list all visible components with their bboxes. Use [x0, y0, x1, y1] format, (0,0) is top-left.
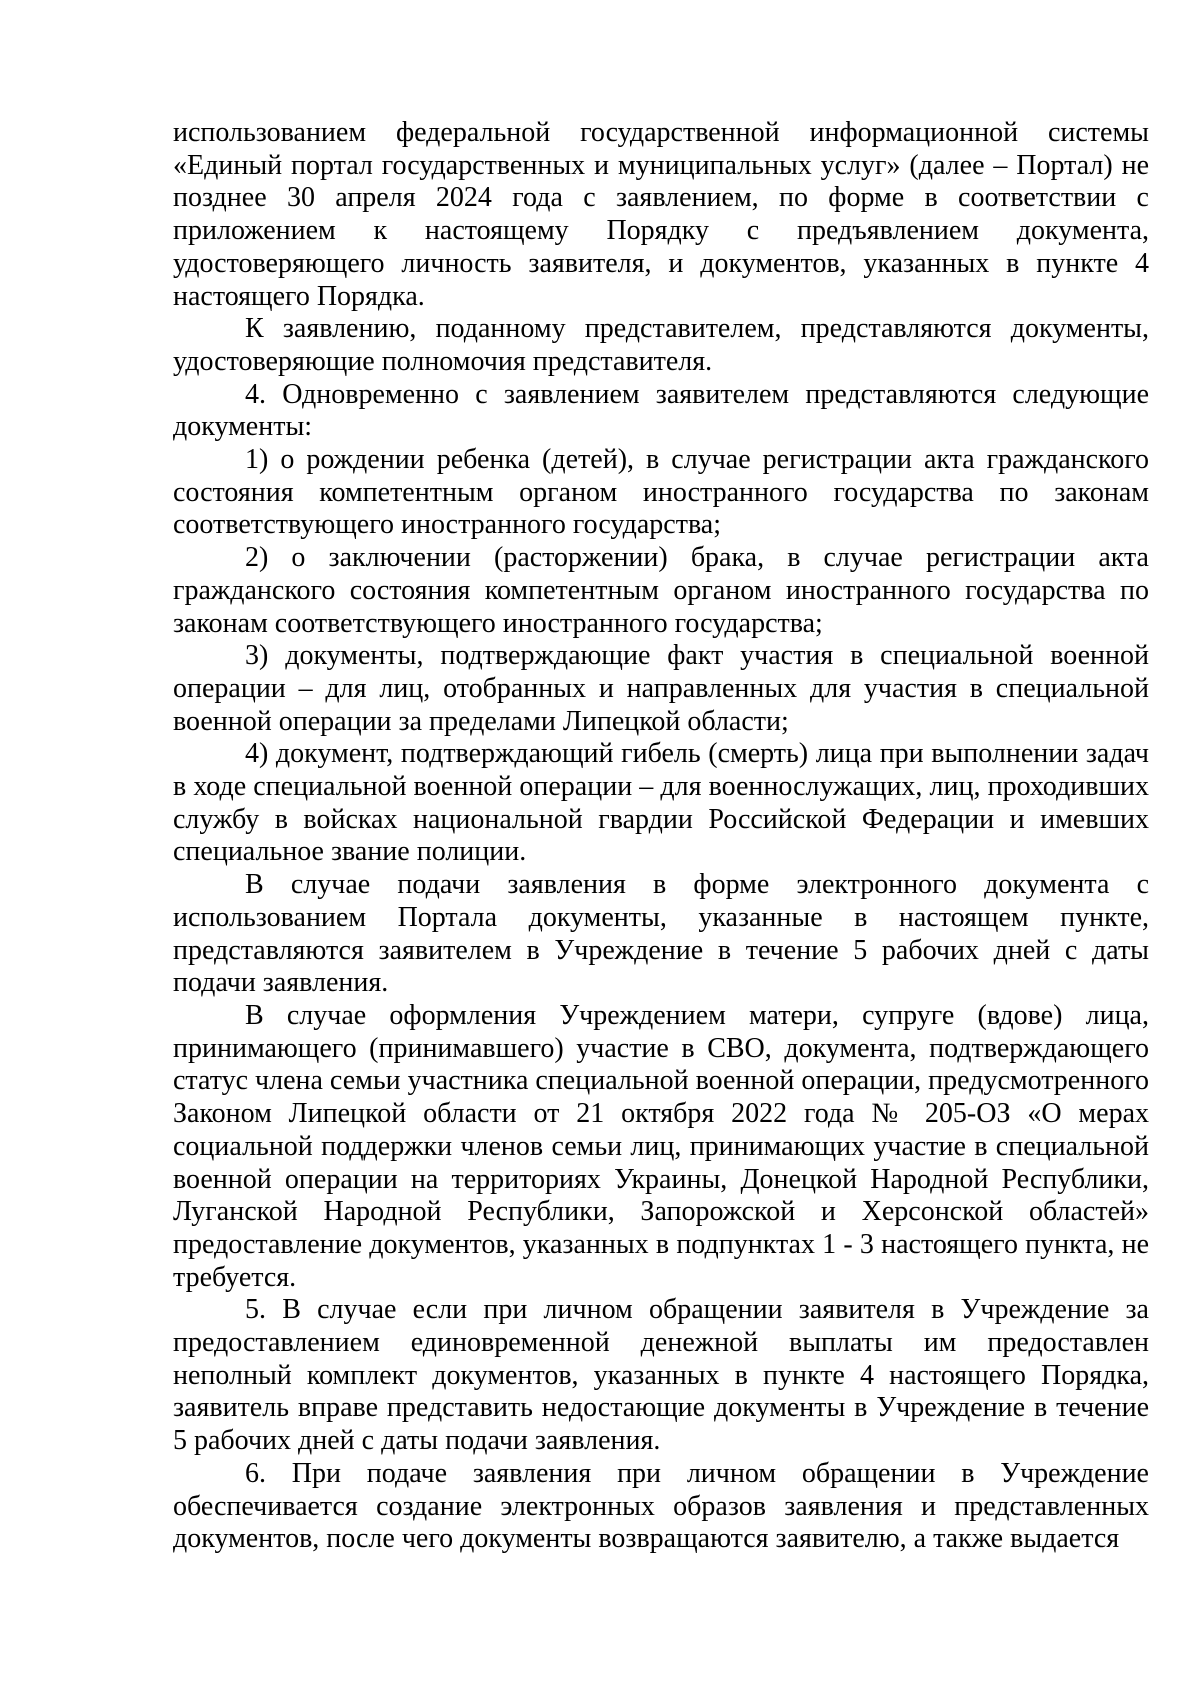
paragraph-subitem-3: 3) документы, подтверждающие факт участия в специальной военной операции – для лиц, отобранных и направленных для участия в специальной военной операции за пределами Липецкой области;	[173, 640, 1149, 737]
paragraph-item-6: 6. При подаче заявления при личном обращении в Учреждение обеспечивается создание электронных образов заявления и представленных документов, после чего документы возвращаются заявителю, а также выдается	[173, 1457, 1149, 1555]
paragraph-subitem-4: 4) документ, подтверждающий гибель (смерть) лица при выполнении задач в ходе специальной военной операции – для военнослужащих, лиц, проходивших службу в войсках национальной гвардии Российской Федерации и имевших специальное звание полиции.	[173, 738, 1149, 868]
paragraph-item-5: 5. В случае если при личном обращении заявителя в Учреждение за предоставлением единовременной денежной выплаты им предоставлен неполный комплект документов, указанных в пункте 4 настоящего Порядка, заявитель вправе представить недостающие документы в Учреждение в течение 5 рабочих дней с даты подачи заявления.	[173, 1294, 1149, 1457]
paragraph-subitem-2: 2) о заключении (расторжении) брака, в случае регистрации акта гражданского состояния компетентным органом иностранного государства по законам соответствующего иностранного государства;	[173, 542, 1149, 639]
document-body	[173, 117, 1149, 1556]
paragraph-item-4: 4. Одновременно с заявлением заявителем представляются следующие документы:	[173, 378, 1149, 443]
paragraph-family-status: В случае оформления Учреждением матери, супруге (вдове) лица, принимающего (принимавшего) участие в СВО, документа, подтверждающего статус члена семьи участника специальной военной операции, предусмотренного Законом Липецкой области от 21 октября 2022 года № 205-ОЗ «О мерах социальной поддержки членов семьи лиц, принимающих участие в специальной военной операции на территориях Украины, Донецкой Народной Республики, Луганской Народной Республики, Запорожской и Херсонской областей» предоставление документов, указанных в подпунктах 1 - 3 настоящего пункта, не требуется.	[173, 999, 1149, 1293]
paragraph-representative-documents: К заявлению, поданному представителем, представляются документы, удостоверяющие полномочия представителя.	[173, 313, 1149, 377]
paragraph-continuation: использованием федеральной государственной информационной системы «Единый портал государственных и муниципальных услуг» (далее – Портал) не позднее 30 апреля 2024 года с заявлением, по форме в соответствии с приложением к настоящему Порядку с предъявлением документа, удостоверяющего личность заявителя, и документов, указанных в пункте 4 настоящего Порядка.	[173, 117, 1149, 312]
paragraph-electronic-submission: В случае подачи заявления в форме электронного документа с использованием Портала документы, указанные в настоящем пункте, представляются заявителем в Учреждение в течение 5 рабочих дней с даты подачи заявления.	[173, 869, 1149, 999]
paragraph-subitem-1: 1) о рождении ребенка (детей), в случае регистрации акта гражданского состояния компетентным органом иностранного государства по законам соответствующего иностранного государства;	[173, 444, 1149, 541]
